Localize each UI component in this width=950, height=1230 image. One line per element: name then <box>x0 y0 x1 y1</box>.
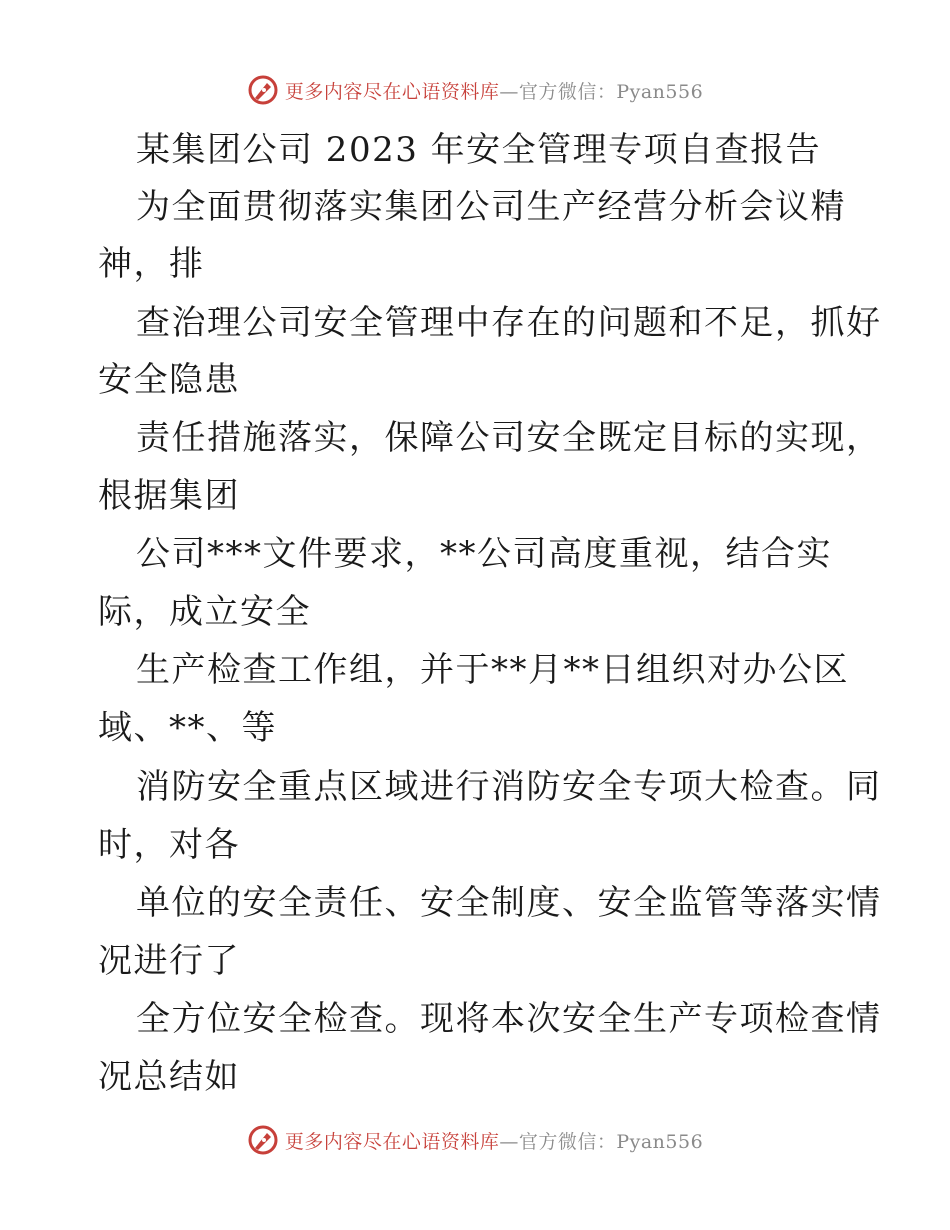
paragraph-line: 生产检查工作组，并于**月**日组织对办公区 <box>136 650 849 690</box>
paragraph-line: 域、**、等 <box>98 708 277 748</box>
paragraph-line: 神，排 <box>98 244 205 284</box>
watermark-text: 更多内容尽在心语资料库—官方微信：Pyan556 <box>284 80 704 103</box>
paragraph-line: 消防安全重点区域进行消防安全专项大检查。同 <box>136 767 882 807</box>
paragraph-line: 全方位安全检查。现将本次安全生产专项检查情 <box>136 999 882 1039</box>
paragraph-line: 况总结如 <box>98 1057 240 1097</box>
watermark-group <box>247 74 703 106</box>
watermark-text: 更多内容尽在心语资料库—官方微信：Pyan556 <box>284 1130 704 1153</box>
paragraph-line: 查治理公司安全管理中存在的问题和不足，抓好 <box>136 303 882 343</box>
paragraph-line: 况进行了 <box>98 941 240 981</box>
pen-nib-logo-icon <box>247 1124 279 1156</box>
document-title: 某集团公司 2023 年安全管理专项自查报告 <box>136 130 822 170</box>
paragraph-line: 为全面贯彻落实集团公司生产经营分析会议精 <box>136 187 846 227</box>
paragraph-line: 责任措施落实，保障公司安全既定目标的实现， <box>136 418 882 458</box>
paragraph-line: 际，成立安全 <box>98 592 311 632</box>
paragraph-line: 安全隐患 <box>98 360 240 400</box>
watermark-group <box>247 1124 703 1156</box>
paragraph-line: 时，对各 <box>98 825 240 865</box>
paragraph-line: 根据集团 <box>98 476 240 516</box>
pen-nib-logo-icon <box>247 74 279 106</box>
header-watermark <box>0 70 950 110</box>
paragraph-line: 公司***文件要求，**公司高度重视，结合实 <box>136 534 832 574</box>
paragraph-line: 单位的安全责任、安全制度、安全监管等落实情 <box>136 883 882 923</box>
footer-watermark <box>0 1120 950 1160</box>
